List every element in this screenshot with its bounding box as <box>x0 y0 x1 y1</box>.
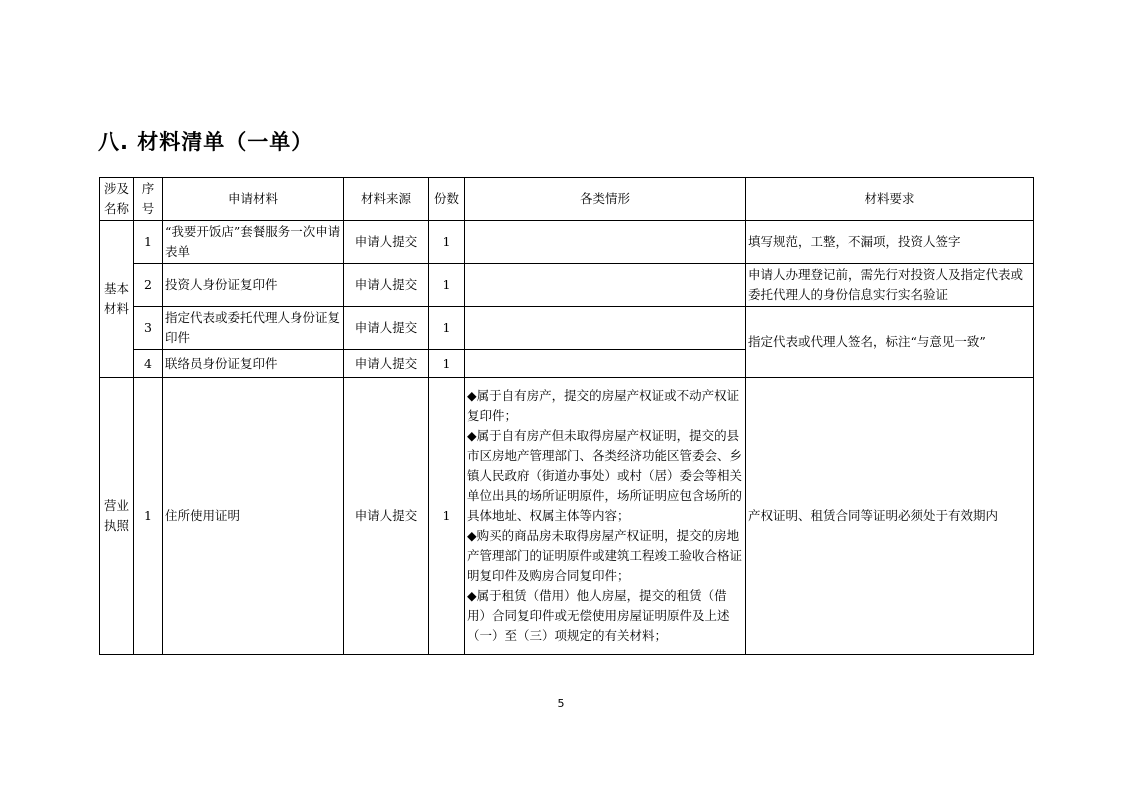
page-number: 5 <box>557 697 565 710</box>
material-requirement: 填写规范，工整，不漏项，投资人签字 <box>746 221 1034 264</box>
material-copies: 1 <box>429 378 465 655</box>
material-source: 申请人提交 <box>344 221 429 264</box>
row-index: 3 <box>134 307 163 350</box>
material-name: 住所使用证明 <box>163 378 344 655</box>
table-header-row <box>100 178 1034 221</box>
material-copies: 1 <box>429 221 465 264</box>
material-name: 投资人身份证复印件 <box>163 264 344 307</box>
row-index: 4 <box>134 350 163 378</box>
materials-table <box>99 177 1034 655</box>
category-cell: 营业执照 <box>100 378 134 655</box>
material-requirement: 指定代表或代理人签名，标注“与意见一致” <box>746 307 1034 378</box>
table-row <box>100 264 1034 307</box>
header-source: 材料来源 <box>344 178 429 221</box>
table-row <box>100 221 1034 264</box>
material-name: “我要开饭店”套餐服务一次申请表单 <box>163 221 344 264</box>
material-situations <box>465 378 746 655</box>
material-name: 联络员身份证复印件 <box>163 350 344 378</box>
material-copies: 1 <box>429 350 465 378</box>
material-requirement: 申请人办理登记前，需先行对投资人及指定代表或委托代理人的身份信息实行实名验证 <box>746 264 1034 307</box>
material-name: 指定代表或委托代理人身份证复印件 <box>163 307 344 350</box>
material-situations <box>465 264 746 307</box>
material-situations <box>465 221 746 264</box>
situation-item: ◆属于自有房产，提交的房屋产权证或不动产权证复印件； <box>467 388 740 423</box>
material-situations <box>465 307 746 350</box>
material-source: 申请人提交 <box>344 264 429 307</box>
situation-item: ◆购买的商品房未取得房屋产权证明，提交的房地产管理部门的证明原件或建筑工程竣工验收合格证明复印件及购房合同复印件； <box>467 528 743 583</box>
header-material: 申请材料 <box>163 178 344 221</box>
material-situations <box>465 350 746 378</box>
material-requirement: 产权证明、租赁合同等证明必须处于有效期内 <box>746 378 1034 655</box>
section-title: 八. 材料清单（一单） <box>98 130 314 154</box>
material-source: 申请人提交 <box>344 378 429 655</box>
row-index: 1 <box>134 221 163 264</box>
material-source: 申请人提交 <box>344 307 429 350</box>
category-cell: 基本材料 <box>100 221 134 378</box>
row-index: 1 <box>134 378 163 655</box>
header-situations: 各类情形 <box>465 178 746 221</box>
table-row <box>100 307 1034 350</box>
header-category: 涉及名称 <box>100 178 134 221</box>
material-copies: 1 <box>429 307 465 350</box>
header-copies: 份数 <box>429 178 465 221</box>
material-source: 申请人提交 <box>344 350 429 378</box>
header-index: 序号 <box>134 178 163 221</box>
table-row <box>100 378 1034 655</box>
material-copies: 1 <box>429 264 465 307</box>
header-requirements: 材料要求 <box>746 178 1034 221</box>
row-index: 2 <box>134 264 163 307</box>
situation-item: ◆属于租赁（借用）他人房屋，提交的租赁（借用）合同复印件或无偿使用房屋证明原件及上述（一）至（三）项规定的有关材料； <box>467 588 730 643</box>
situation-item: ◆属于自有房产但未取得房屋产权证明，提交的县市区房地产管理部门、各类经济功能区管委会、乡镇人民政府（街道办事处）或村（居）委会等相关单位出具的场所证明原件，场所证明应包含场所的具体地址、权属主体等内容； <box>467 428 743 523</box>
